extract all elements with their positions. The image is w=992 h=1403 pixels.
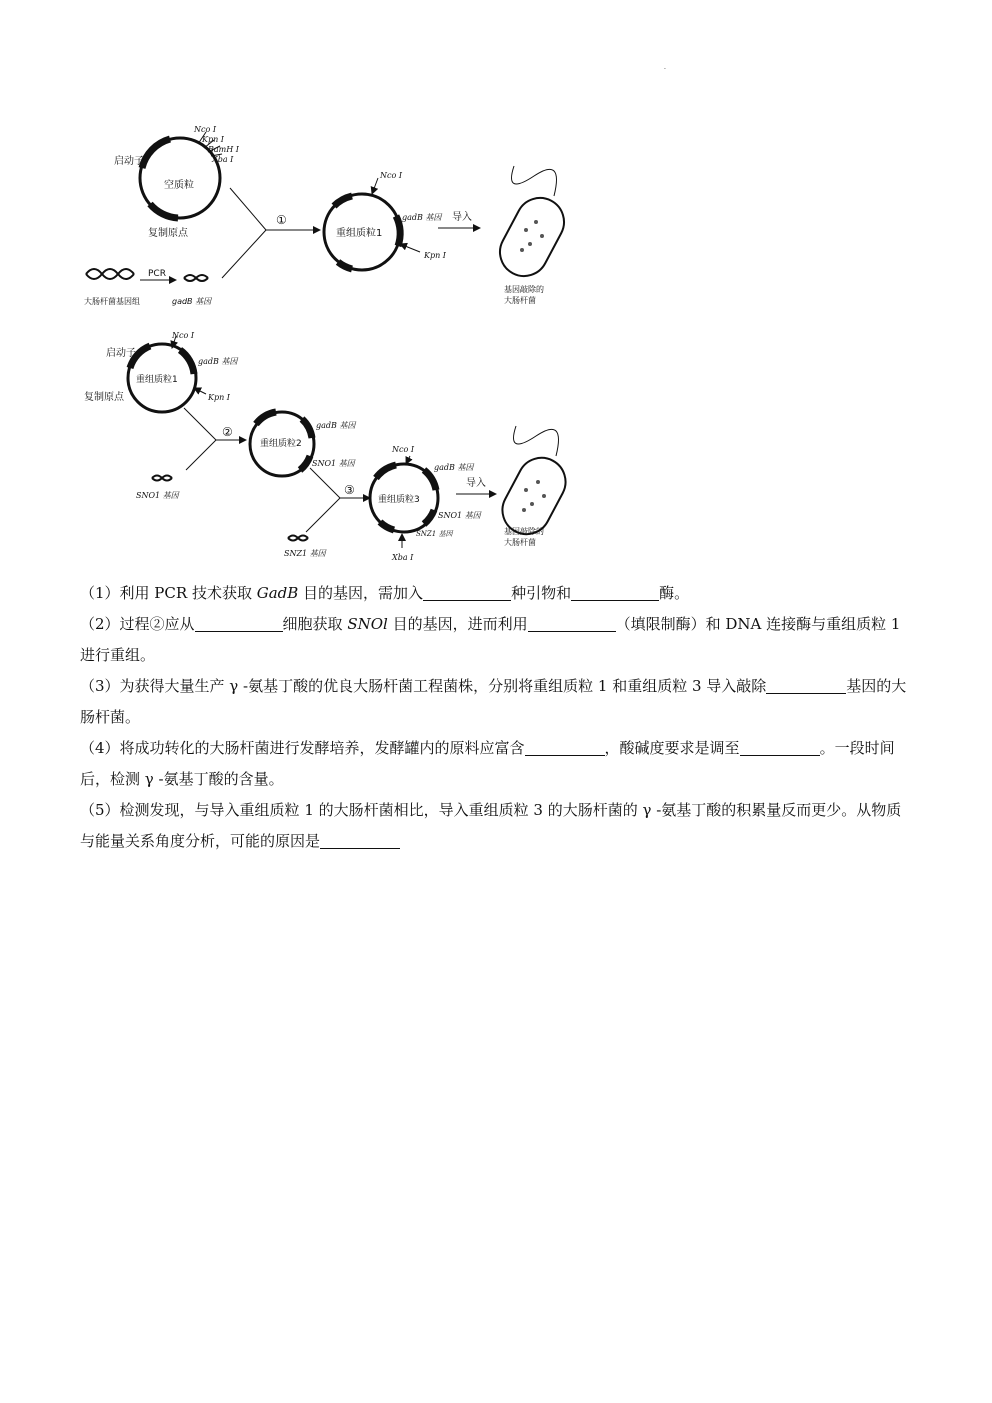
origin-label: 复制原点	[148, 228, 188, 239]
gadb-label-3: gadB 基因	[434, 463, 474, 472]
question-1: （1）利用 PCR 技术获取 GadB 目的基因，需加入 种引物和 酶。	[80, 584, 690, 602]
snz1-label: SNZ1 基因	[284, 549, 326, 558]
sno1-label-3: SNO1 基因	[438, 511, 481, 520]
site-kpn: Kpn Ⅰ	[202, 135, 224, 144]
sno1-label-2: SNO1 基因	[312, 459, 355, 468]
transform-label: 导入	[452, 212, 472, 223]
question-3: （3）为获得大量生产 γ -氨基丁酸的优良大肠杆菌工程菌株，分别将重组质粒 1 和重组质粒 3 导入敲除 基因的大肠杆菌。	[80, 677, 907, 726]
recombinant-1-label: 重组质粒1	[336, 228, 383, 239]
site-nco: Nco Ⅰ	[194, 125, 216, 134]
answer-blank[interactable]	[195, 615, 283, 632]
recombinant-plasmid-1-bottom	[128, 336, 206, 412]
answer-blank[interactable]	[740, 739, 820, 756]
gadb-gene-label: gadB 基因	[402, 213, 442, 222]
site-xba: Xba Ⅰ	[212, 155, 234, 164]
ecoli-bacterium-icon	[492, 166, 573, 284]
question-5: （5）检测发现，与导入重组质粒 1 的大肠杆菌相比，导入重组质粒 3 的大肠杆菌的 γ -氨基丁酸的积累量反而更少。从物质与能量关系角度分析，可能的原因是	[80, 801, 902, 850]
answer-blank[interactable]	[766, 677, 846, 694]
snz1-dna-icon	[288, 536, 308, 541]
knockout-ecoli-line2: 大肠杆菌	[504, 296, 536, 305]
plasmid-construction-diagram	[80, 112, 580, 562]
recombinant-1-label-bottom: 重组质粒1	[136, 375, 178, 385]
answer-blank[interactable]	[525, 739, 605, 756]
knockout-ecoli-line2-bottom: 大肠杆菌	[504, 538, 536, 547]
answer-blank[interactable]	[423, 584, 511, 601]
kpn-label-bottom: Kpn Ⅰ	[208, 393, 230, 402]
answer-blank[interactable]	[528, 615, 616, 632]
recombinant-3-label: 重组质粒3	[378, 495, 420, 505]
question-2: （2）过程②应从 细胞获取 SNOl 目的基因，进而利用 （填限制酶）和 DNA 连接酶与重组质粒 1 进行重组。	[80, 615, 901, 664]
promoter-label: 启动子	[114, 156, 144, 167]
answer-blank[interactable]	[571, 584, 659, 601]
page-dot: .	[664, 64, 666, 71]
step-3-label: ③	[344, 483, 355, 497]
answer-blank[interactable]	[320, 832, 400, 849]
empty-plasmid-label: 空质粒	[164, 180, 194, 191]
gene-name: GadB	[256, 584, 299, 602]
knockout-ecoli-line1-bottom: 基因敲除的	[504, 527, 544, 536]
genome-label: 大肠杆菌基因组	[84, 297, 140, 306]
nco-label-bottom: Nco Ⅰ	[172, 331, 194, 340]
recombinant-plasmid-1	[324, 178, 420, 270]
snz1-label-3: SNZ1 基因	[416, 530, 453, 538]
knockout-ecoli-line1: 基因敲除的	[504, 285, 544, 294]
kpn-label: Kpn Ⅰ	[424, 251, 446, 260]
gadb-label-bottom: gadB 基因	[198, 357, 238, 366]
question-list	[80, 578, 914, 857]
xba-label-3: Xba Ⅰ	[392, 553, 414, 562]
gadb-label: gadB 基因	[172, 297, 212, 306]
step-1-label: ①	[276, 213, 287, 227]
nco-label-3: Nco Ⅰ	[392, 445, 414, 454]
origin-label-bottom: 复制原点	[84, 392, 124, 403]
step-2-label: ②	[222, 425, 233, 439]
transform-label-bottom: 导入	[466, 478, 486, 489]
pcr-label: PCR	[148, 269, 166, 279]
nco-label: Nco Ⅰ	[380, 171, 402, 180]
ecoli-bacterium-icon-bottom	[494, 426, 574, 543]
recombinant-2-label: 重组质粒2	[260, 439, 302, 449]
gadb-dna-icon	[184, 275, 208, 281]
gadb-label-2: gadB 基因	[316, 421, 356, 430]
promoter-label-bottom: 启动子	[106, 348, 136, 359]
question-4: （4）将成功转化的大肠杆菌进行发酵培养，发酵罐内的原料应富含 ，酸碱度要求是调至 。一段时间后，检测 γ -氨基丁酸的含量。	[80, 739, 895, 788]
genome-dna-icon	[86, 269, 134, 279]
gene-name: SNOl	[347, 615, 388, 633]
sno1-dna-icon	[152, 476, 172, 481]
site-bamh: BamH Ⅰ	[208, 145, 239, 154]
sno1-label: SNO1 基因	[136, 491, 179, 500]
